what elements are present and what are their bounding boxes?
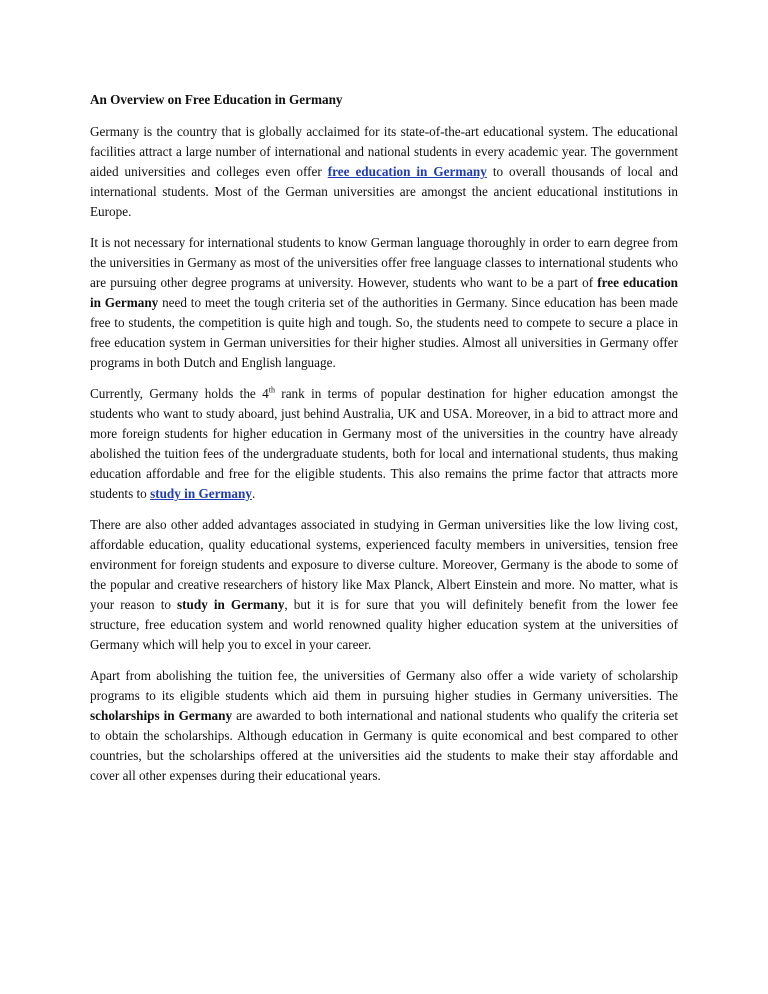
- paragraph-2-text-b: need to meet the tough criteria set of the authorities in Germany. Since education has been made free to students, the competition is quite high and tough. So, the students need to compete to secure a place in free education system in German universities for their higher studies. Almost all universities in Germany offer programs in both Dutch and English language.: [90, 295, 678, 370]
- paragraph-3: [90, 384, 678, 504]
- paragraph-1: [90, 122, 678, 222]
- bold-study-in-germany: study in Germany: [177, 597, 285, 612]
- ordinal-superscript: th: [268, 385, 275, 395]
- paragraph-5-text-b: are awarded to both international and national students who qualify the criteria set to obtain the scholarships. Although education in Germany is quite economical and best compared to other countries, but the scholarships offered at the universities aid the students to make their stay affordable and cover all other expenses during their educational years.: [90, 708, 678, 783]
- paragraph-4: [90, 515, 678, 655]
- bold-free-education-in-germany: free education in Germany: [90, 275, 678, 310]
- paragraph-3-text-b: rank in terms of popular destination for higher education amongst the students who want to study aboard, just behind Australia, UK and USA. Moreover, in a bid to attract more and more foreign students for higher education in Germany most of the universities in the country have already abolished the tuition fees of the undergraduate students, both for local and international students, thus making education affordable and free for the eligible students. This also remains the prime factor that attracts more students to: [90, 386, 678, 501]
- document-page: [90, 90, 678, 797]
- paragraph-5: [90, 666, 678, 786]
- paragraph-1-text-b: to overall thousands of local and international students. Most of the German universities are amongst the ancient educational institutions in Europe.: [90, 164, 678, 219]
- paragraph-2: [90, 233, 678, 373]
- paragraph-5-text-a: Apart from abolishing the tuition fee, the universities of Germany also offer a wide variety of scholarship programs to its eligible students which aid them in pursuing higher studies in Germany universities. The: [90, 668, 678, 703]
- paragraph-4-text-b: , but it is for sure that you will definitely benefit from the lower fee structure, free education system and world renowned quality higher education system at the universities of Germany which will help you to excel in your career.: [90, 597, 678, 652]
- link-free-education-in-germany[interactable]: free education in Germany: [327, 164, 487, 179]
- document-title: An Overview on Free Education in Germany: [90, 92, 343, 107]
- paragraph-2-text-a: It is not necessary for international students to know German language thoroughly in order to earn degree from the universities in Germany as most of the universities offer free language classes to international students who are pursuing other degree programs at university. However, students who want to be a part of: [90, 235, 678, 290]
- link-study-in-germany[interactable]: study in Germany: [150, 486, 252, 501]
- paragraph-4-text-a: There are also other added advantages associated in studying in German universities like the low living cost, affordable education, quality educational systems, experienced faculty members in universities, tension free environment for foreign students and exposure to diverse culture. Moreover, Germany is the abode to some of the popular and creative researchers of history like Max Planck, Albert Einstein and more. No matter, what is your reason to: [90, 517, 678, 612]
- paragraph-3-text-c: .: [251, 486, 256, 501]
- paragraph-1-text-a: Germany is the country that is globally acclaimed for its state-of-the-art educational system. The educational facilities attract a large number of international and national students in every academic year. The government aided universities and colleges even offer: [90, 124, 678, 179]
- paragraph-3-text-a: Currently, Germany holds the 4: [90, 386, 269, 401]
- bold-scholarships-in-germany: scholarships in Germany: [90, 708, 233, 723]
